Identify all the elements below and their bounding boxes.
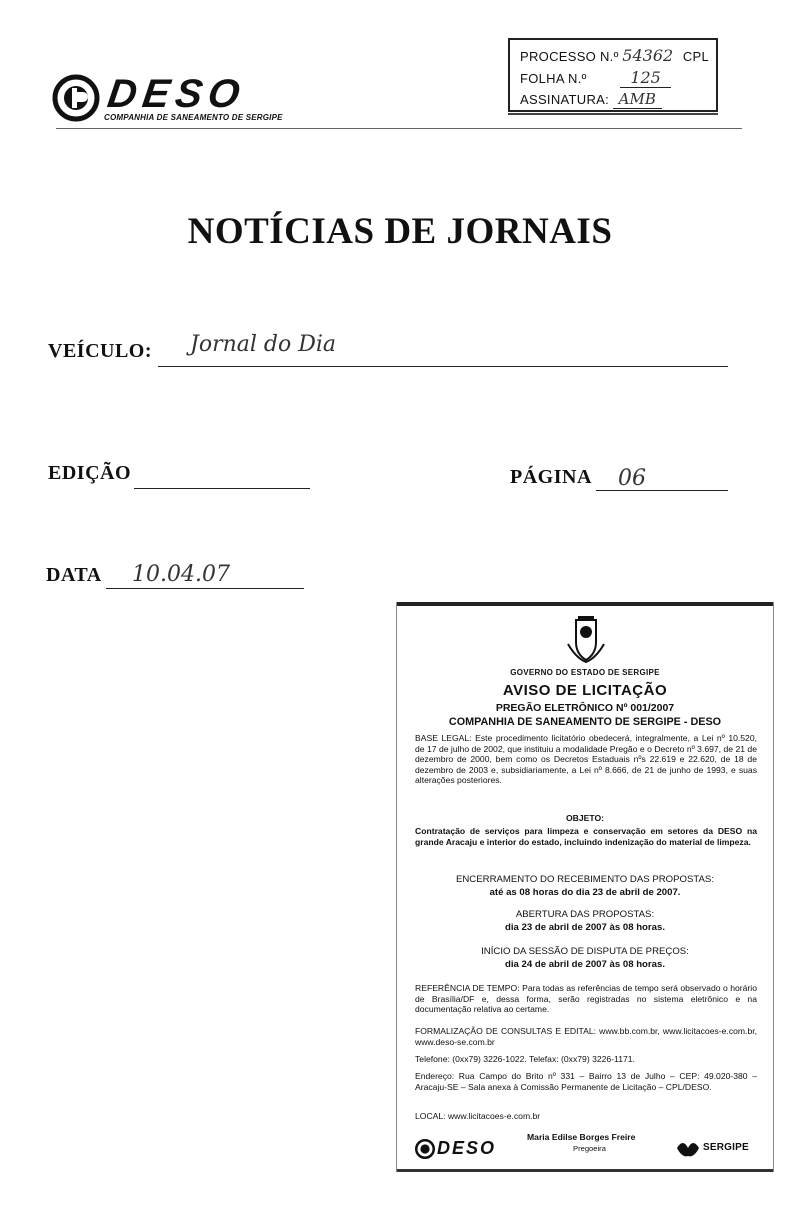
deso-footer-emblem-icon — [415, 1139, 435, 1159]
notice-company: COMPANHIA DE SANEAMENTO DE SERGIPE - DESO — [448, 716, 722, 728]
footer-logo-sergipe: SERGIPE — [703, 1142, 749, 1153]
veiculo-label: VEÍCULO: — [48, 340, 153, 362]
veiculo-value: Jornal do Dia — [190, 332, 337, 357]
notice-inicio-value: dia 24 de abril de 2007 às 08 horas. — [505, 959, 665, 970]
data-line — [106, 588, 304, 589]
notice-government: GOVERNO DO ESTADO DE SERGIPE — [510, 668, 660, 677]
clipping-top-border — [397, 602, 773, 606]
veiculo-line — [158, 366, 728, 367]
processo-suffix: CPL — [682, 49, 710, 64]
signer-name: Maria Edilse Borges Freire — [527, 1132, 636, 1142]
notice-local: LOCAL: www.licitacoes-e.com.br — [415, 1111, 541, 1121]
folha-label: FOLHA N.º — [520, 71, 587, 86]
notice-subheading: PREGÃO ELETRÔNICO Nº 001/2007 — [495, 702, 675, 714]
notice-base-legal: BASE LEGAL: Este procedimento licitatório obedecerá, integralmente, a Lei nº 10.520, de 17 de julho de 2002, que instituiu a modalidade Pregão e o Decreto nº 3.697, de 21 de dezembro de 2000, bem como os Decretos Estaduais nºs 22.619 e 22.620, de 18 de dezembro de 2003 e, subsidiariamente, a Lei nº 8.666, de 21 de junho de 1993, e suas alterações posteriores. — [415, 733, 757, 786]
edicao-line — [134, 488, 310, 489]
footer-logo-deso: DESO — [437, 1138, 497, 1158]
pagina-value: 06 — [618, 466, 646, 491]
deso-emblem-icon — [52, 74, 100, 122]
processo-value: 54362 — [622, 46, 674, 65]
notice-encerramento-label: ENCERRAMENTO DO RECEBIMENTO DAS PROPOSTAS: — [455, 874, 714, 885]
pagina-line — [596, 490, 728, 491]
notice-referencia: REFERÊNCIA DE TEMPO: Para todas as referências de tempo será observado o horário de Brasília/DF e, dessa forma, serão registradas no sistema eletrônico e na documentação relativa ao certame. — [415, 983, 757, 1015]
header-rule — [56, 128, 742, 129]
newspaper-clipping — [396, 602, 774, 1172]
data-value: 10.04.07 — [132, 562, 230, 587]
processo-label: PROCESSO N.º — [520, 49, 619, 64]
page-title: NOTÍCIAS DE JORNAIS — [187, 211, 613, 252]
notice-inicio-label: INÍCIO DA SESSÃO DE DISPUTA DE PREÇOS: — [481, 946, 689, 957]
edicao-label: EDIÇÃO — [48, 462, 132, 484]
notice-heading: AVISO DE LICITAÇÃO — [502, 682, 668, 699]
process-stamp — [508, 38, 718, 112]
notice-formalizacao: FORMALIZAÇÃO DE CONSULTAS E EDITAL: www.bb.com.br, www.licitacoes-e.com.br, www.deso-se.com.br — [415, 1026, 757, 1047]
data-label: DATA — [46, 564, 102, 586]
signer-role: Pregoeira — [573, 1144, 606, 1153]
logo-subtitle: COMPANHIA DE SANEAMENTO DE SERGIPE — [104, 113, 283, 122]
pagina-label: PÁGINA — [510, 466, 592, 488]
sergipe-coat-of-arms-icon — [564, 614, 608, 668]
clipping-bottom-border — [397, 1169, 773, 1172]
notice-telefone: Telefone: (0xx79) 3226-1022. Telefax: (0xx79) 3226-1171. — [415, 1054, 635, 1064]
assinatura-label: ASSINATURA: — [520, 92, 610, 107]
notice-encerramento-value: até as 08 horas do dia 23 de abril de 2007. — [489, 887, 681, 898]
notice-objeto-text: Contratação de serviços para limpeza e conservação em setores da DESO na grande Aracaju e interior do estado, incluindo indenização do material de limpeza. — [415, 826, 757, 847]
logo-wordmark: DESO — [104, 72, 249, 116]
notice-abertura-value: dia 23 de abril de 2007 às 08 horas. — [505, 922, 665, 933]
folha-value: 125 — [620, 68, 671, 88]
notice-objeto-label: OBJETO: — [565, 813, 605, 823]
notice-abertura-label: ABERTURA DAS PROPOSTAS: — [515, 909, 655, 920]
notice-endereco: Endereço: Rua Campo do Brito nº 331 – Bairro 13 de Julho – CEP: 49.020-380 – Aracaju-SE – Sala anexa à Comissão Permanente de Licitação – CPL/DESO. — [415, 1071, 757, 1092]
assinatura-value: AMB — [613, 90, 662, 109]
sergipe-logo-icon — [675, 1138, 701, 1158]
stamp-underline — [508, 113, 718, 115]
